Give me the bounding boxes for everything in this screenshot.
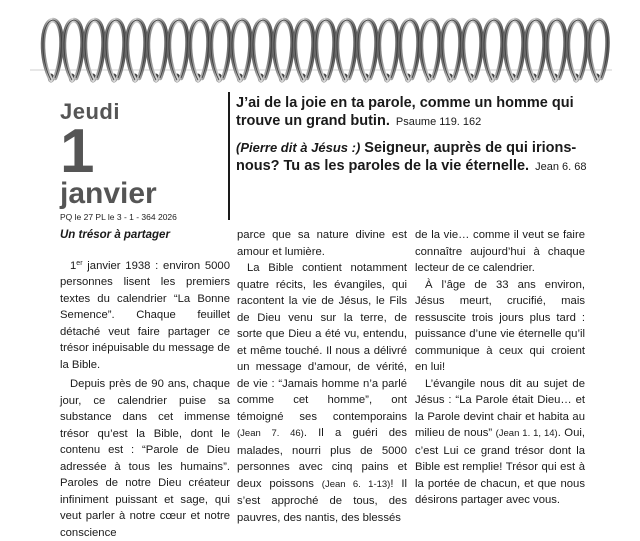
verse-intro: (Pierre dit à Jésus :) xyxy=(236,140,361,155)
article-paragraph: 1er janvier 1938 : environ 5000 personnes lisent les premiers textes du calendrier “La Bonne Semence”. Chaque feuillet détaché veut faire partager ce trésor inépuisable du message de la Bible. xyxy=(60,259,230,371)
binding-ring xyxy=(589,20,608,80)
article-paragraph: Depuis près de 90 ans, chaque jour, ce calendrier puise sa substance dans cet immense trésor qu’est la Bible, dont le contenu est : “Parole de Dieu adressée à tous les humains”. Paroles de notre Dieu créateur infiniment puissant et sage, qui veut parler à notre cœur et notre conscience xyxy=(60,378,230,539)
binding-ring xyxy=(169,20,188,80)
binding-ring xyxy=(43,20,62,80)
bible-citation: (Jean 1. 1, 14) xyxy=(495,428,558,439)
binding-ring xyxy=(568,20,587,80)
date-block xyxy=(60,100,220,222)
binding-ring xyxy=(274,20,293,80)
verse-text: Seigneur, auprès de qui irions-nous? Tu as les paroles de la vie éternelle. xyxy=(236,140,577,174)
verse-1 xyxy=(236,94,616,131)
binding-ring xyxy=(547,20,566,80)
verse-ref: Psaume 119. 162 xyxy=(395,116,482,128)
verse-text: J’ai de la joie en ta parole, comme un homme qui trouve un grand butin. xyxy=(236,95,574,129)
binding-ring xyxy=(442,20,461,80)
binding-ring xyxy=(379,20,398,80)
binding-ring xyxy=(253,20,272,80)
binding-ring xyxy=(526,20,545,80)
binding-ring xyxy=(421,20,440,80)
verses xyxy=(236,94,616,184)
binding-ring xyxy=(190,20,209,80)
article-paragraph-continued: parce que sa nature divine est amour et lumière. xyxy=(237,229,407,258)
binding-ring xyxy=(148,20,167,80)
weekday: Jeudi xyxy=(60,99,120,124)
verse-ref: Jean 6. 68 xyxy=(535,161,587,173)
binding-ring xyxy=(85,20,104,80)
binding-ring xyxy=(106,20,125,80)
binding-ring xyxy=(400,20,419,80)
binding-ring xyxy=(337,20,356,80)
day-number: 1 xyxy=(60,117,93,186)
binding-ring xyxy=(463,20,482,80)
binding-ring xyxy=(316,20,335,80)
month: janvier xyxy=(60,177,157,210)
bible-citation: (Jean 6. 1-13) xyxy=(321,478,391,490)
article-title: Un trésor à partager xyxy=(60,229,170,241)
bible-citation: (Jean 7. 46) xyxy=(237,428,304,439)
verse-2 xyxy=(236,139,616,176)
article-paragraph: L’évangile nous dit au sujet de Jésus : “La Parole était Dieu… et la Parole devint chair et habita au milieu de nous” (Jean 1. 1, 14). Oui, c’est Lui ce grand trésor dont la Bible est remplie! Trésor qui est à la portée de chacun, et que nous désirons partager avec vous. xyxy=(415,377,585,506)
binding-ring xyxy=(127,20,146,80)
binding-ring xyxy=(358,20,377,80)
article-column-2 xyxy=(237,227,407,526)
article-column-1 xyxy=(60,227,230,541)
binding-ring xyxy=(211,20,230,80)
binding-ring xyxy=(505,20,524,80)
article-paragraph: La Bible contient notamment quatre récits, les évangiles, qui racontent la vie de Jésus, le Fils de Dieu venu sur la terre, de sorte que Dieu a été vu, entendu, et même touché. Il nous a délivré un message d’amour, de vérité, de vie : “Jamais homme n’a parlé comme cet homme”, ont témoigné ses contemporains (Jean 7. 46). Il a guéri des malades, nourri plus de 5000 personnes avec cinq pains et deux poissons (Jean 6. 1-13)! Il s’est approché de tous, des pauvres, des nantis, des blessés xyxy=(237,262,407,524)
binding-ring xyxy=(295,20,314,80)
reference-code: PQ le 27 PL le 3 - 1 - 364 2026 xyxy=(60,212,177,222)
article-paragraph: À l’âge de 33 ans environ, Jésus meurt, crucifié, mais ressuscite trois jours plus tard : puissance d’une vie éternelle qu’il communique à ceux qui croient en lui! xyxy=(415,278,585,373)
header-divider xyxy=(228,92,230,220)
spiral-binding xyxy=(0,0,640,100)
article-paragraph-continued: de la vie… comme il veut se faire connaître aujourd’hui à chaque lecteur de ce calendrier. xyxy=(415,229,585,274)
binding-ring xyxy=(484,20,503,80)
binding-ring xyxy=(232,20,251,80)
binding-ring xyxy=(64,20,83,80)
article-column-3 xyxy=(415,227,585,509)
